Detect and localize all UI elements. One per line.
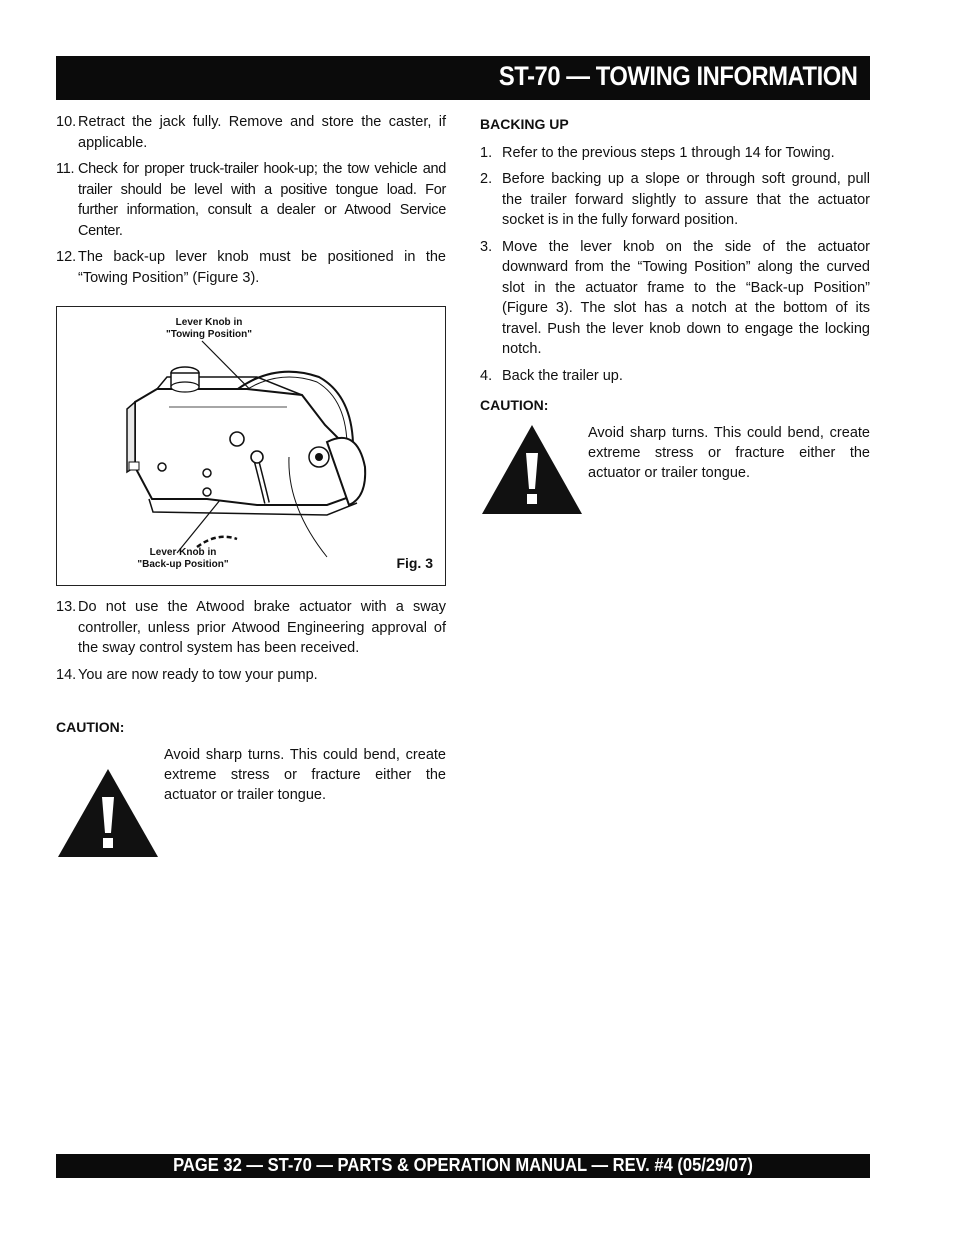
caution-label: CAUTION:: [480, 397, 549, 413]
left-column-bottom: [56, 597, 446, 691]
left-column: [56, 112, 446, 294]
figure-caption: Fig. 3: [396, 555, 433, 571]
caution-block: [56, 745, 446, 860]
item-number: 1.: [480, 144, 493, 161]
list-item: [480, 169, 870, 231]
item-text: Retract the jack fully. Remove and store the caster, if applicable.: [78, 114, 446, 151]
item-number: 14.: [56, 666, 77, 683]
item-number: 13.: [56, 599, 77, 615]
item-number: 12.: [56, 249, 77, 265]
item-number: 3.: [480, 238, 493, 255]
warning-triangle-icon: [480, 423, 584, 518]
item-number: 2.: [480, 171, 493, 187]
list-item: [480, 143, 870, 164]
list-item: [56, 597, 446, 659]
item-text: Move the lever knob on the side of the actuator downward from the “Towing Position” along the curved slot in the actuator frame to the “Back-up Position” (Figure 3). The slot has a notch at the bottom of its travel. Push the lever knob down to engage the locking notch.: [502, 238, 870, 357]
actuator-illustration: [57, 307, 445, 585]
caution-label: CAUTION:: [56, 719, 125, 735]
item-text: Refer to the previous steps 1 through 14 for Towing.: [502, 144, 835, 161]
item-number: 4.: [480, 367, 493, 384]
page-footer-bar: [56, 1154, 870, 1178]
label-line: "Towing Position": [166, 329, 252, 340]
label-line: Lever Knob in: [149, 547, 217, 558]
item-text: Back the trailer up.: [502, 367, 623, 384]
footer-text: PAGE 32 — ST-70 — PARTS & OPERATION MANUAL — REV. #4 (05/29/07): [173, 1155, 753, 1175]
figure-3: [56, 306, 446, 586]
item-text: Do not use the Atwood brake actuator with a sway controller, unless prior Atwood Engineering approval of the sway control system has been received.: [78, 599, 446, 656]
caution-block: [480, 423, 870, 518]
item-text: Check for proper truck-trailer hook-up; the tow vehicle and trailer should be level with a positive tongue load. For further information, consult a dealer or Atwood Service Center.: [78, 161, 446, 239]
warning-triangle-icon: [56, 767, 160, 881]
list-item: [480, 237, 870, 360]
item-text: The back-up lever knob must be positioned in the “Towing Position” (Figure 3).: [78, 249, 446, 286]
page-header-bar: [56, 56, 870, 100]
item-number: 10.: [56, 114, 77, 130]
list-item: [56, 247, 446, 288]
page-title: ST-70 — TOWING INFORMATION: [499, 61, 858, 91]
list-item: [56, 159, 446, 241]
list-item: [56, 112, 446, 153]
section-heading: BACKING UP: [480, 116, 569, 132]
right-column: [480, 112, 870, 392]
caution-text: Avoid sharp turns. This could bend, create extreme stress or fracture either the actuator or trailer tongue.: [588, 425, 870, 481]
list-item: [480, 366, 870, 387]
item-text: You are now ready to tow your pump.: [78, 666, 318, 683]
label-line: "Back-up Position": [137, 559, 229, 570]
caution-text: Avoid sharp turns. This could bend, create extreme stress or fracture either the actuator or trailer tongue.: [164, 747, 446, 803]
list-item: [56, 665, 446, 686]
item-number: 11.: [56, 161, 75, 177]
item-text: Before backing up a slope or through soft ground, pull the trailer forward slightly to assure that the actuator socket is in the fully forward position.: [502, 171, 870, 228]
label-line: Lever Knob in: [175, 317, 243, 328]
